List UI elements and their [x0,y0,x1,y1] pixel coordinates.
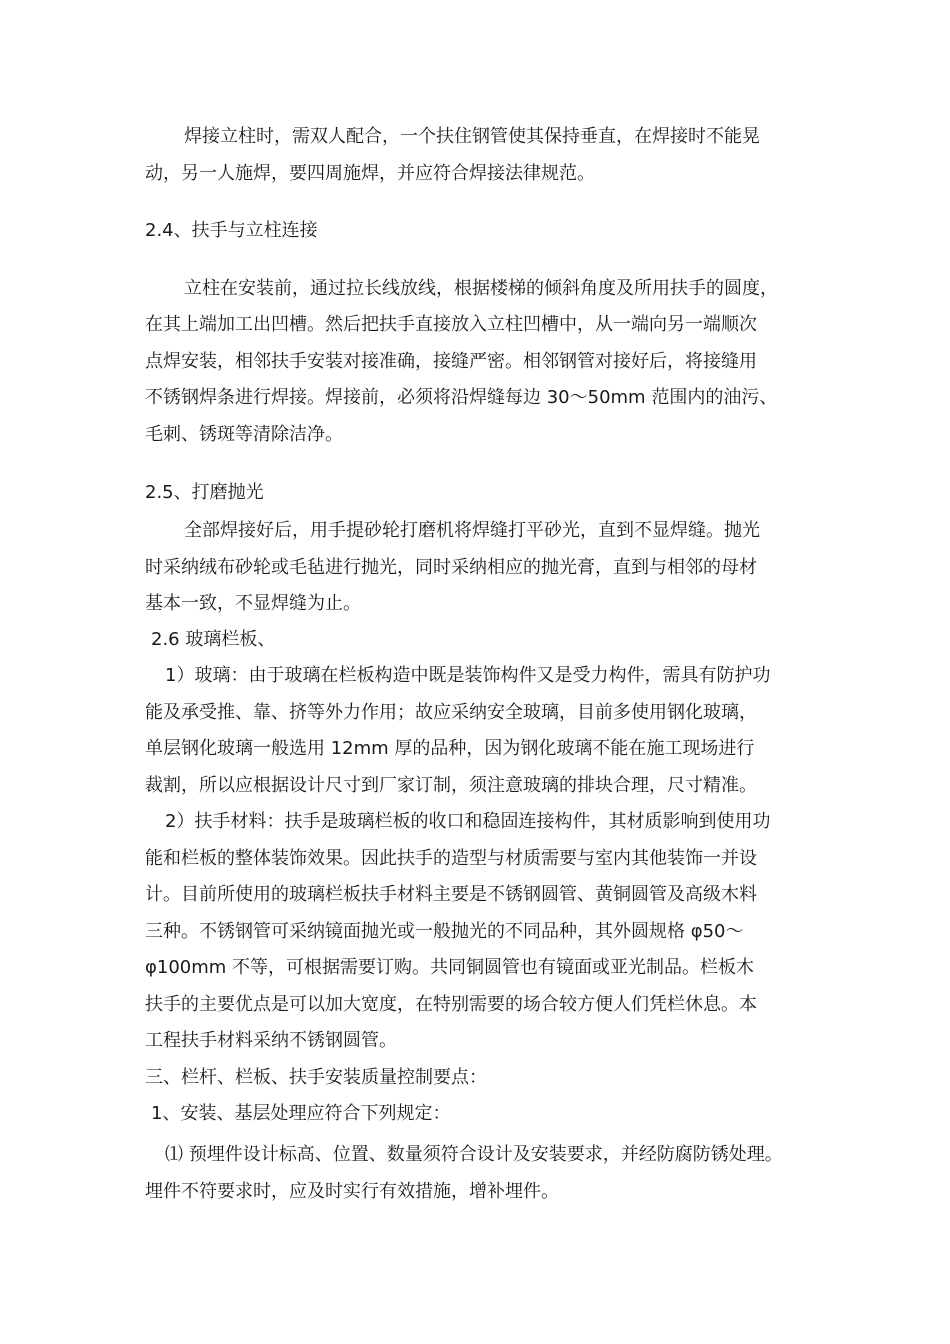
paragraph-line: 焊接立柱时，需双人配合，一个扶住钢管使其保持垂直，在焊接时不能晃 [184,126,760,147]
paragraph-line: 裁割，所以应根据设计尺寸到厂家订制，须注意玻璃的排块合理，尺寸精准。 [145,775,757,796]
paragraph-line: 单层钢化玻璃一般选用 12mm 厚的品种，因为钢化玻璃不能在施工现场进行 [145,738,755,759]
paragraph-line: 基本一致，不显焊缝为止。 [145,593,361,614]
paragraph-line: 三种。不锈钢管可采纳镜面抛光或一般抛光的不同品种，其外圆规格 φ50～ [145,921,744,942]
paragraph-line: 时采纳绒布砂轮或毛毡进行抛光，同时采纳相应的抛光膏，直到与相邻的母材 [145,557,757,578]
paragraph-line: φ100mm 不等，可根据需要订购。共同铜圆管也有镜面或亚光制品。栏板木 [145,957,755,978]
paragraph-line: 能和栏板的整体装饰效果。因此扶手的造型与材质需要与室内其他装饰一并设 [145,848,757,869]
paragraph-line: 在其上端加工出凹槽。然后把扶手直接放入立柱凹槽中，从一端向另一端顺次 [145,314,757,335]
paragraph-line: 2）扶手材料：扶手是玻璃栏板的收口和稳固连接构件，其材质影响到使用功 [165,811,771,832]
paragraph-line: 1）玻璃：由于玻璃在栏板构造中既是装饰构件又是受力构件，需具有防护功 [165,665,771,686]
paragraph-line: ⑴ 预埋件设计标高、位置、数量须符合设计及安装要求，并经防腐防锈处理。 [165,1144,783,1165]
section-heading: 2.6 玻璃栏板、 [151,629,276,650]
paragraph-line: 计。目前所使用的玻璃栏板扶手材料主要是不锈钢圆管、黄铜圆管及高级木料 [145,884,757,905]
section-heading: 三、栏杆、栏板、扶手安装质量控制要点： [145,1067,487,1088]
paragraph-line: 工程扶手材料采纳不锈钢圆管。 [145,1030,397,1051]
section-heading: 2.5、打磨抛光 [145,482,264,503]
section-heading: 1、安装、基层处理应符合下列规定： [151,1103,451,1124]
paragraph-line: 点焊安装，相邻扶手安装对接准确，接缝严密。相邻钢管对接好后，将接缝用 [145,351,757,372]
paragraph-line: 扶手的主要优点是可以加大宽度，在特别需要的场合较方便人们凭栏休息。本 [145,994,757,1015]
section-heading: 2.4、扶手与立柱连接 [145,220,318,241]
paragraph-line: 动，另一人施焊，要四周施焊，并应符合焊接法律规范。 [145,163,595,184]
paragraph-line: 埋件不符要求时，应及时实行有效措施，增补埋件。 [145,1181,559,1202]
paragraph-line: 立柱在安装前，通过拉长线放线，根据楼梯的倾斜角度及所用扶手的圆度， [184,278,778,299]
paragraph-line: 毛刺、锈斑等清除洁净。 [145,424,343,445]
paragraph-line: 能及承受推、靠、挤等外力作用；故应采纳安全玻璃，目前多使用钢化玻璃， [145,702,757,723]
paragraph-line: 全部焊接好后，用手提砂轮打磨机将焊缝打平砂光，直到不显焊缝。抛光 [184,520,760,541]
paragraph-line: 不锈钢焊条进行焊接。焊接前，必须将沿焊缝每边 30～50mm 范围内的油污、 [145,387,778,408]
